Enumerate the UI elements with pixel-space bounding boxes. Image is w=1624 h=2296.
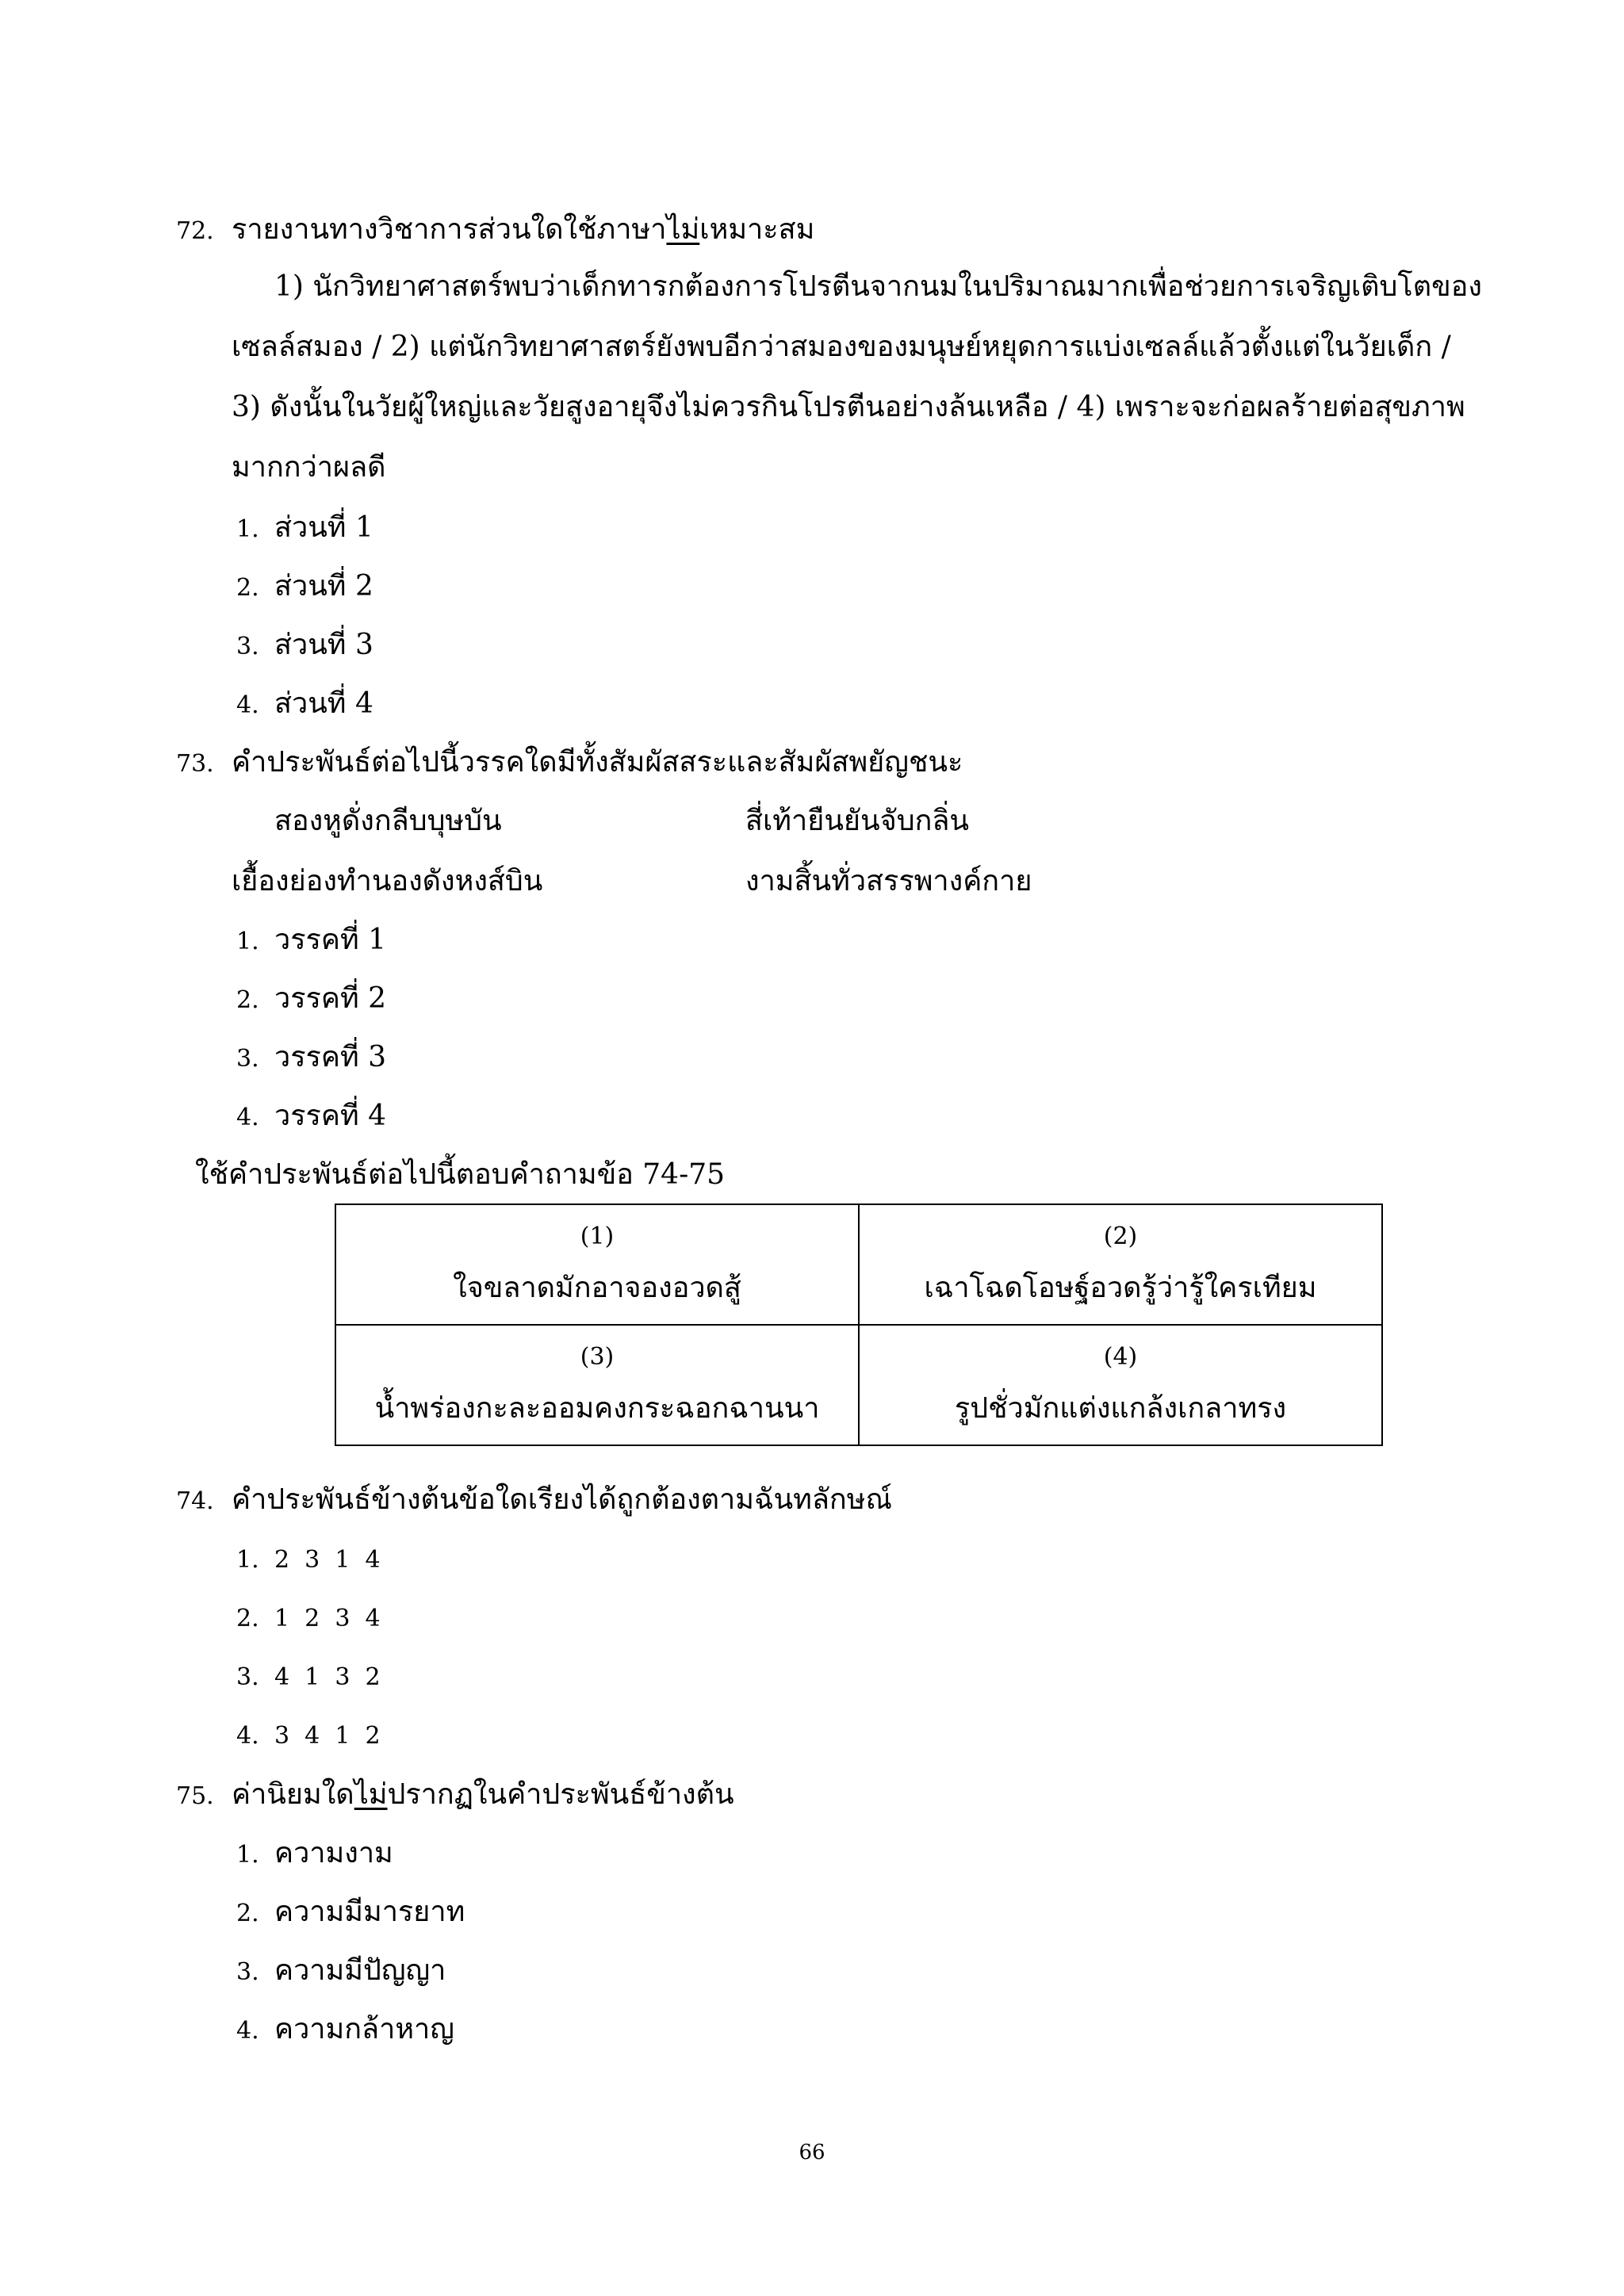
question-text-part: ปรากฏในคำประพันธ์ข้างต้น [387,1778,734,1811]
poem-table [335,1203,1383,1446]
question-number: 74. [176,1487,214,1515]
poem-verse: งามสิ้นทั่วสรรพางค์กาย [745,865,1032,897]
option-text: ส่วนที่ 4 [274,687,373,720]
underlined-word: ไม่ [666,213,700,246]
option-text: ความกล้าหาญ [274,2013,454,2045]
passage-line: มากกว่าผลดี [232,451,386,484]
poem-verse: เยื้องย่องทำนองดังหงส์บิน [232,865,543,897]
question-text-part: ค่านิยมใด [232,1778,354,1811]
answer-option [236,626,373,666]
option-text: ส่วนที่ 2 [274,570,373,603]
answer-option [236,921,386,961]
option-text: ความมีมารยาท [274,1896,465,1928]
cell-number: (2) [1103,1223,1138,1250]
option-text: 3 4 1 2 [274,1722,381,1750]
answer-option [236,980,386,1020]
option-text: วรรคที่ 3 [274,1041,387,1073]
option-number: 1. [236,515,259,543]
option-number: 1. [236,1841,259,1869]
poem-table-cell [859,1325,1382,1445]
question-75-stem [176,1776,734,1816]
answer-option [236,1097,386,1137]
option-text: วรรคที่ 2 [274,982,387,1015]
option-text: 4 1 3 2 [274,1663,381,1691]
answer-option [236,1039,386,1078]
passage-line: เซลล์สมอง / 2) แต่นักวิทยาศาสตร์ยังพบอีกว่าสมองของมนุษย์หยุดการแบ่งเซลล์แล้วตั้งแต่ในวัยเด็ก / [232,331,1451,363]
option-text: ความงาม [274,1837,393,1869]
answer-option [236,1893,465,1933]
option-number: 4. [236,1722,259,1750]
option-number: 2. [236,1900,259,1927]
option-text: ส่วนที่ 1 [274,511,373,544]
option-number: 2. [236,986,259,1014]
option-text: ความมีปัญญา [274,1954,446,1987]
instruction-text: ใช้คำประพันธ์ต่อไปนี้ตอบคำถามข้อ 74-75 [195,1158,726,1191]
question-number: 75. [176,1782,214,1810]
question-text [232,213,814,246]
poem-verse: สี่เท้ายืนยันจับกลิ่น [745,805,970,837]
question-number: 72. [176,217,214,245]
poem-table-cell [859,1204,1382,1325]
question-72-stem [176,211,814,251]
option-text: 2 3 1 4 [274,1546,381,1574]
option-number: 2. [236,1605,259,1632]
question-73-stem [176,744,963,783]
question-number: 73. [176,750,214,778]
question-74-stem [176,1481,892,1521]
option-number: 4. [236,691,259,719]
answer-option [236,509,373,549]
question-text: คำประพันธ์ข้างต้นข้อใดเรียงได้ถูกต้องตามฉันทลักษณ์ [232,1483,892,1516]
poem-table-cell [335,1204,859,1325]
option-number: 3. [236,1663,259,1691]
answer-option [236,1600,381,1638]
cell-number: (1) [580,1223,615,1250]
question-text-part: เหมาะสม [699,213,815,246]
answer-option [236,1541,381,1579]
option-number: 4. [236,1104,259,1131]
option-text: 1 2 3 4 [274,1605,381,1632]
option-number: 3. [236,1045,259,1073]
option-number: 1. [236,1546,259,1574]
option-text: ส่วนที่ 3 [274,629,373,661]
answer-option [236,1717,381,1755]
option-number: 3. [236,633,259,660]
underlined-word: ไม่ [354,1778,388,1811]
cell-number: (4) [1103,1343,1138,1371]
answer-option [236,1835,393,1874]
cell-text: เฉาโฉดโอษฐ์อวดรู้ว่ารู้ใครเทียม [924,1272,1317,1304]
question-text: คำประพันธ์ต่อไปนี้วรรคใดมีทั้งสัมผัสสระและสัมผัสพยัญชนะ [232,746,963,779]
poem-table-cell [335,1325,859,1445]
question-text-part: รายงานทางวิชาการส่วนใดใช้ภาษา [232,213,667,246]
cell-text: ใจขลาดมักอาจองอวดสู้ [453,1272,741,1304]
question-text [232,1778,734,1811]
answer-option [236,1659,381,1697]
answer-option [236,568,373,607]
page-number: 66 [799,2141,825,2164]
poem-verse: สองหูดั่งกลีบบุษบัน [274,805,502,837]
option-number: 2. [236,574,259,602]
option-number: 4. [236,2017,259,2045]
answer-option [236,2011,454,2050]
passage-line: 3) ดังนั้นในวัยผู้ใหญ่และวัยสูงอายุจึงไม่ควรกินโปรตีนอย่างล้นเหลือ / 4) เพราะจะก่อผลร้ายต่อสุขภาพ [232,391,1465,423]
cell-text: น้ำพร่องกะละออมคงกระฉอกฉานนา [374,1392,820,1425]
answer-option [236,1952,446,1992]
cell-number: (3) [580,1343,615,1371]
cell-text: รูปชั่วมักแต่งแกล้งเกลาทรง [954,1392,1287,1425]
option-number: 1. [236,928,259,955]
answer-option [236,685,373,725]
passage-line: 1) นักวิทยาศาสตร์พบว่าเด็กทารกต้องการโปรตีนจากนมในปริมาณมากเพื่อช่วยการเจริญเติบโตของ [274,270,1482,303]
option-text: วรรคที่ 4 [274,1100,387,1132]
option-text: วรรคที่ 1 [274,924,387,956]
option-number: 3. [236,1958,259,1986]
